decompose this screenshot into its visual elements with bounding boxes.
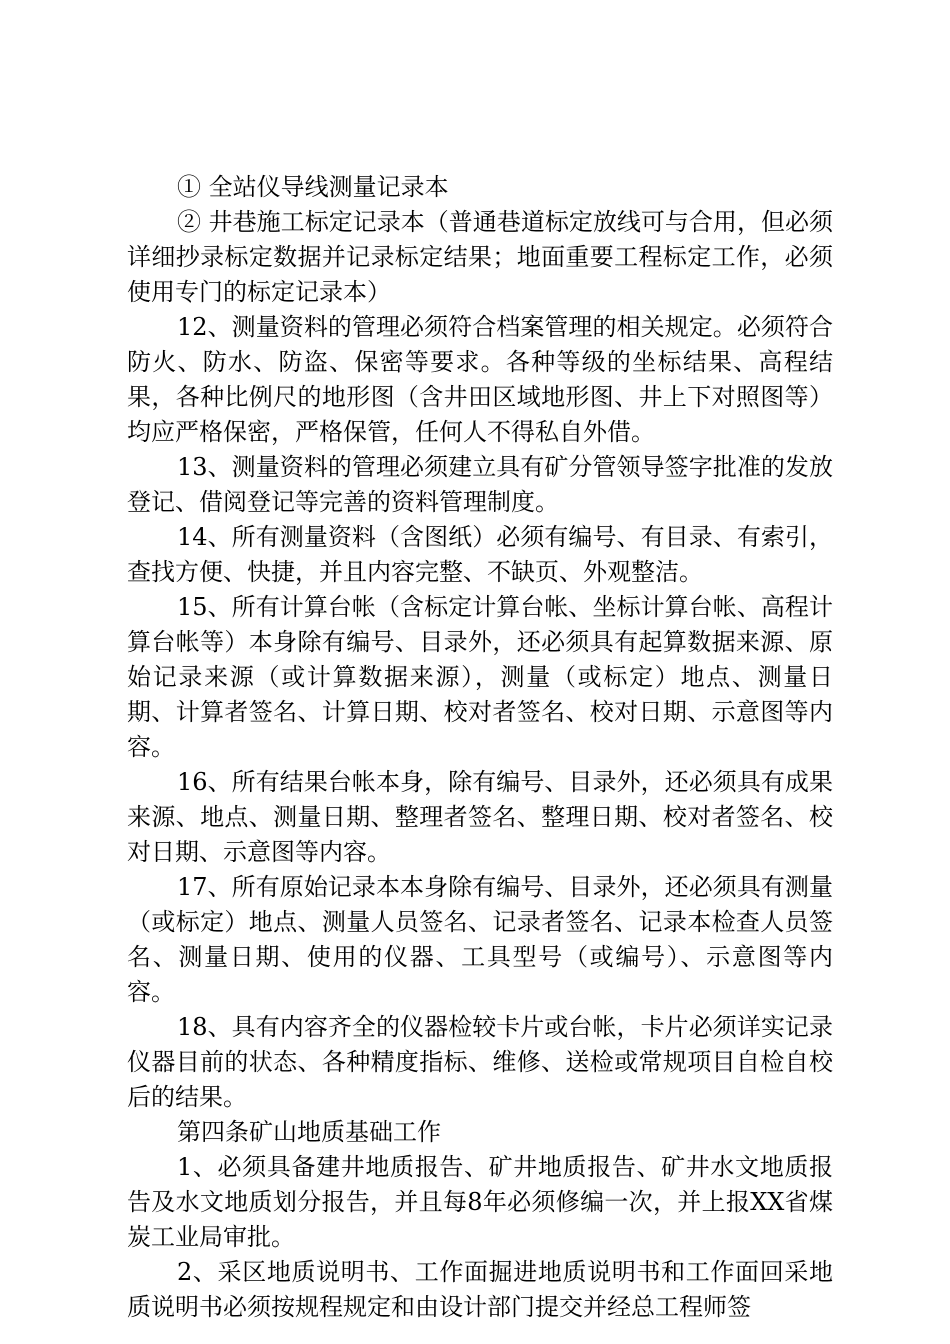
article-4-item-2: 2、采区地质说明书、工作面掘进地质说明书和工作面回采地质说明书必须按规程规定和由设计部门提交并经总工程师签	[127, 1258, 833, 1321]
clause-17: 17、所有原始记录本本身除有编号、目录外，还必须具有测量（或标定）地点、测量人员签名、记录者签名、记录本检查人员签名、测量日期、使用的仪器、工具型号（或编号）、示意图等内容。	[127, 873, 833, 1006]
list-item-total-station-record: ① 全站仪导线测量记录本	[177, 173, 449, 201]
clause-15: 15、所有计算台帐（含标定计算台帐、坐标计算台帐、高程计算台帐等）本身除有编号、目录外，还必须具有起算数据来源、原始记录来源（或计算数据来源），测量（或标定）地点、测量日期、计算者签名、计算日期、校对者签名、校对日期、示意图等内容。	[127, 593, 833, 761]
clause-14: 14、所有测量资料（含图纸）必须有编号、有目录、有索引，查找方便、快捷，并且内容完整、不缺页、外观整洁。	[127, 523, 833, 586]
document-body	[127, 170, 833, 1325]
list-item-shaft-calibration-record: ② 井巷施工标定记录本（普通巷道标定放线可与合用，但必须详细抄录标定数据并记录标定结果；地面重要工程标定工作，必须使用专门的标定记录本）	[127, 208, 833, 306]
clause-16: 16、所有结果台帐本身，除有编号、目录外，还必须具有成果来源、地点、测量日期、整理者签名、整理日期、校对者签名、校对日期、示意图等内容。	[127, 768, 833, 866]
clause-18: 18、具有内容齐全的仪器检较卡片或台帐，卡片必须详实记录仪器目前的状态、各种精度指标、维修、送检或常规项目自检自校后的结果。	[127, 1013, 833, 1111]
article-4-item-1: 1、必须具备建井地质报告、矿井地质报告、矿井水文地质报告及水文地质划分报告，并且每8年必须修编一次，并上报XX省煤炭工业局审批。	[127, 1153, 833, 1251]
clause-13: 13、测量资料的管理必须建立具有矿分管领导签字批准的发放登记、借阅登记等完善的资料管理制度。	[127, 453, 833, 516]
clause-12: 12、测量资料的管理必须符合档案管理的相关规定。必须符合防火、防水、防盗、保密等要求。各种等级的坐标结果、高程结果，各种比例尺的地形图（含井田区域地形图、井上下对照图等）均应严格保密，严格保管，任何人不得私自外借。	[127, 313, 833, 446]
section-heading-article-4: 第四条矿山地质基础工作	[177, 1118, 441, 1146]
